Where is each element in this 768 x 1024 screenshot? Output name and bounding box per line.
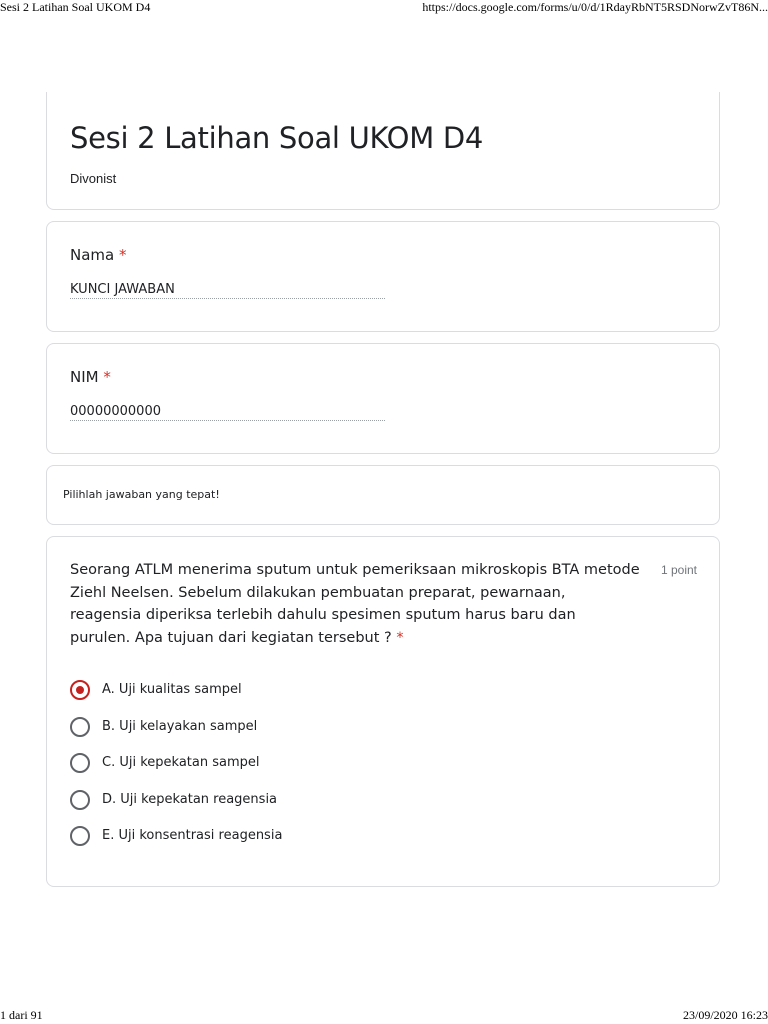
nama-question-card [46,221,720,332]
radio-empty-icon[interactable] [70,790,90,810]
print-datetime: 23/09/2020 16:23 [682,1008,768,1022]
instruction-text: Pilihlah jawaban yang tepat! [63,488,220,501]
form-title-card [46,92,720,210]
option-label: D. Uji kepekatan reagensia [102,792,278,807]
nama-label: Nama [70,246,115,264]
print-footer [0,1008,768,1024]
required-mark: * [119,246,127,264]
option-b[interactable] [70,717,470,741]
nama-input[interactable]: KUNCI JAWABAN [70,282,385,299]
form-description: Divonist [70,171,117,186]
form-title: Sesi 2 Latihan Soal UKOM D4 [70,121,484,155]
radio-empty-icon[interactable] [70,753,90,773]
nim-input[interactable]: 00000000000 [70,404,385,421]
option-label: E. Uji konsentrasi reagensia [102,828,283,843]
option-label: C. Uji kepekatan sampel [102,755,260,770]
instruction-card [46,465,720,525]
option-label: B. Uji kelayakan sampel [102,719,258,734]
question-points: 1 point [660,563,697,577]
nim-label: NIM [70,368,99,386]
print-header [0,0,768,16]
print-header-url: https://docs.google.com/forms/u/0/d/1RdayRbNT5RSDNorwZvT86N... [422,0,768,14]
question-text: Seorang ATLM menerima sputum untuk pemeriksaan mikroskopis BTA metode Ziehl Neelsen. Sebelum dilakukan pembuatan preparat, pewarnaan, reagensia diperiksa terlebih dahulu spesimen sputum harus baru dan purulen. Apa tujuan dari kegiatan tersebut ? [70,562,640,646]
mcq-question-card [46,536,720,887]
page-number: 1 dari 91 [0,1008,43,1022]
option-d[interactable] [70,790,470,814]
nama-label-row [70,246,127,264]
question-text-block [70,559,640,649]
option-label: A. Uji kualitas sampel [102,682,242,697]
print-header-title: Sesi 2 Latihan Soal UKOM D4 [0,0,151,14]
radio-empty-icon[interactable] [70,826,90,846]
radio-empty-icon[interactable] [70,717,90,737]
nim-question-card [46,343,720,454]
option-a[interactable] [70,680,470,704]
required-mark: * [396,629,404,646]
radio-selected-icon[interactable] [70,680,90,700]
option-e[interactable] [70,826,470,850]
nim-label-row [70,368,111,386]
required-mark: * [103,368,111,386]
option-c[interactable] [70,753,470,777]
